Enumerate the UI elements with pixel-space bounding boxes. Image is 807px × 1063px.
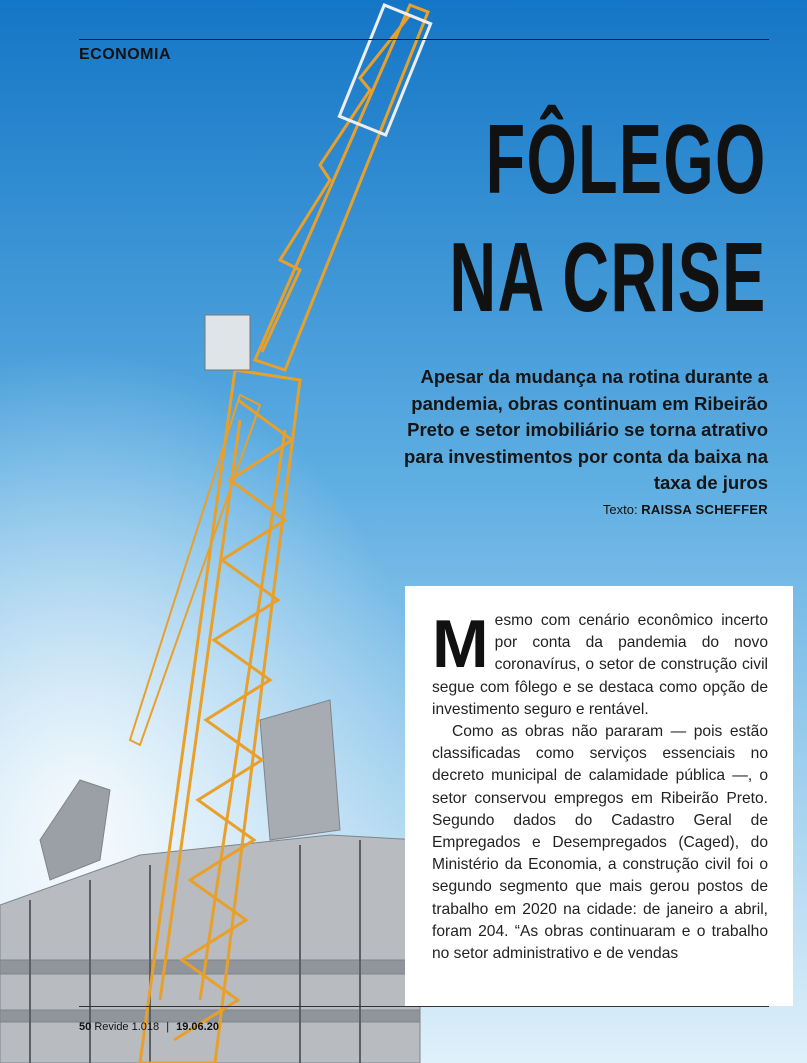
byline-author: RAISSA SCHEFFER xyxy=(641,502,768,517)
drop-cap: M xyxy=(432,606,489,682)
headline-line-2: NA CRISE xyxy=(449,222,767,332)
issue-date: 19.06.20 xyxy=(176,1021,219,1033)
top-rule xyxy=(79,39,769,40)
bottom-rule xyxy=(79,1006,769,1007)
lede: Apesar da mudança na rotina durante a pandemia, obras continuam em Ribeirão Preto e setor imobiliário se torna atrativo para investimentos por conta da baixa na taxa de juros xyxy=(404,366,768,493)
byline xyxy=(603,502,768,517)
headline-line-1: FÔLEGO xyxy=(485,104,767,214)
crane-cab xyxy=(205,315,250,370)
paragraph-1 xyxy=(432,606,768,721)
article-body xyxy=(432,606,768,965)
page-number: 50 xyxy=(79,1021,92,1033)
section-label: ECONOMIA xyxy=(79,46,171,63)
byline-prefix: Texto: xyxy=(602,502,638,517)
page-footer xyxy=(79,1021,219,1033)
magazine-issue: Revide 1.018 xyxy=(94,1021,160,1033)
paragraph-1-text: esmo com cenário econômico incerto por conta da pandemia do novo coronavírus, o setor de construção civil segue com fôlego e se destaca como opção de investimento seguro e rentável. xyxy=(432,612,768,718)
paragraph-2: Como as obras não pararam — pois estão classificadas como serviços essenciais no decreto municipal de calamidade pública —, o setor conservou empregos em Ribeirão Preto. Segundo dados do Cadastro Geral de Empregados e Desempregados (Caged), do Ministério da Economia, a construção civil foi o segundo segmento que mais gerou postos de trabalho em 2020 na cidade: de janeiro a abril, foram 204. “As obras continuaram e o trabalho no setor administrativo e de vendas xyxy=(432,723,768,963)
footer-separator: | xyxy=(166,1021,170,1033)
headline xyxy=(450,100,767,336)
